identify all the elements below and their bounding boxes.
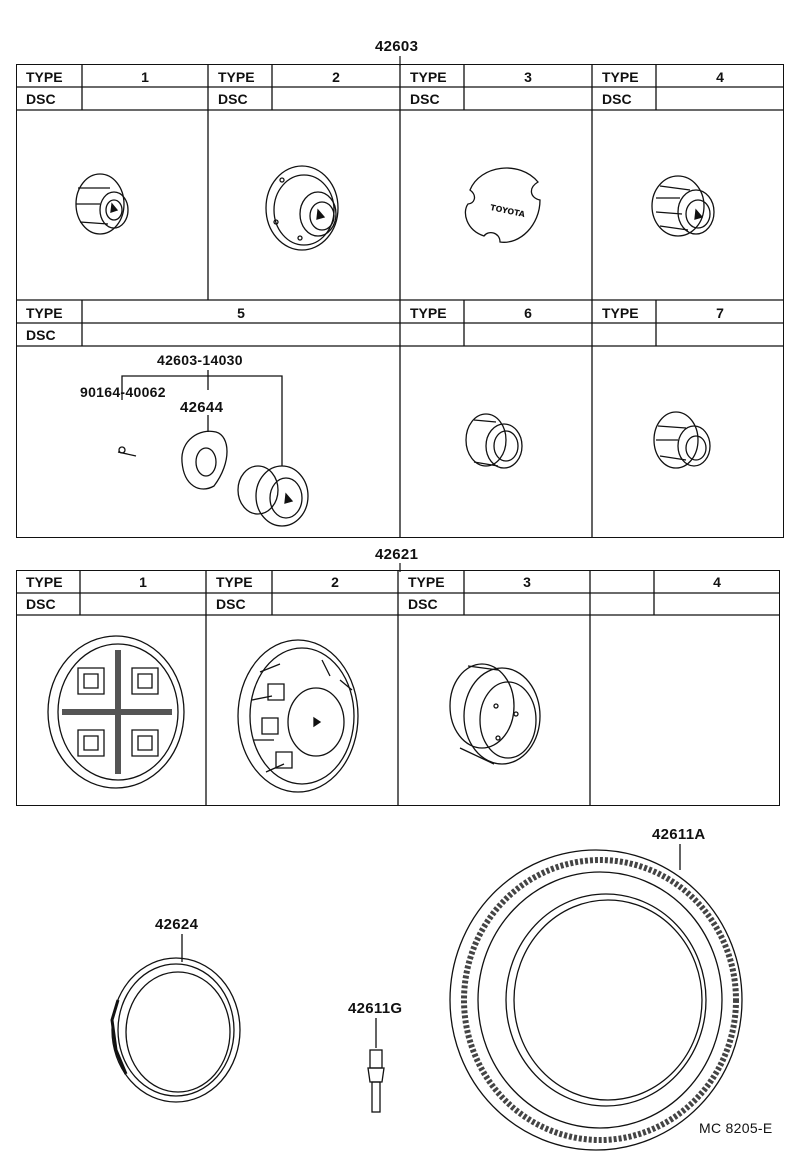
type-value: 3 xyxy=(524,68,532,85)
group-part-number-42603: 42603 xyxy=(375,38,419,55)
type-value: 7 xyxy=(716,304,724,321)
callout-screw-number: 90164-40062 xyxy=(80,384,166,400)
emblem-text: TOYOTA xyxy=(489,203,526,220)
dsc-label: DSC xyxy=(26,91,56,107)
dsc-label: DSC xyxy=(26,596,56,612)
dsc-label: DSC xyxy=(26,327,56,343)
type-label: TYPE xyxy=(26,574,63,590)
type-value: 2 xyxy=(331,574,339,590)
type-label: TYPE xyxy=(410,68,447,85)
type-label: TYPE xyxy=(410,304,447,321)
tire-part-number: 42611A xyxy=(652,826,706,843)
diagram-code: MC 8205-E xyxy=(699,1120,773,1136)
type-value: 2 xyxy=(332,68,340,85)
type-label: TYPE xyxy=(408,574,445,590)
wheel-cover-table xyxy=(16,570,780,806)
dsc-label: DSC xyxy=(602,91,632,107)
type-value: 3 xyxy=(523,574,531,590)
type-label: TYPE xyxy=(218,68,255,85)
group-part-number-42621: 42621 xyxy=(375,546,419,563)
dsc-label: DSC xyxy=(216,596,246,612)
callout-plate-number: 42644 xyxy=(180,399,224,416)
type-value: 4 xyxy=(716,68,724,85)
dsc-label: DSC xyxy=(218,91,248,107)
type-label: TYPE xyxy=(602,68,639,85)
type-value: 6 xyxy=(524,304,532,321)
dsc-label: DSC xyxy=(408,596,438,612)
trim-ring-part-number: 42624 xyxy=(155,916,199,933)
type-label: TYPE xyxy=(26,68,63,85)
type-value: 1 xyxy=(141,68,149,85)
callout-cap-number: 42603-14030 xyxy=(157,352,243,368)
type-label: TYPE xyxy=(216,574,253,590)
type-label: TYPE xyxy=(26,304,63,321)
type-label: TYPE xyxy=(602,304,639,321)
dsc-label: DSC xyxy=(410,91,440,107)
type-value: 5 xyxy=(237,304,245,321)
type-value: 1 xyxy=(139,574,147,590)
type-value: 4 xyxy=(713,574,721,590)
valve-part-number: 42611G xyxy=(348,1000,403,1017)
